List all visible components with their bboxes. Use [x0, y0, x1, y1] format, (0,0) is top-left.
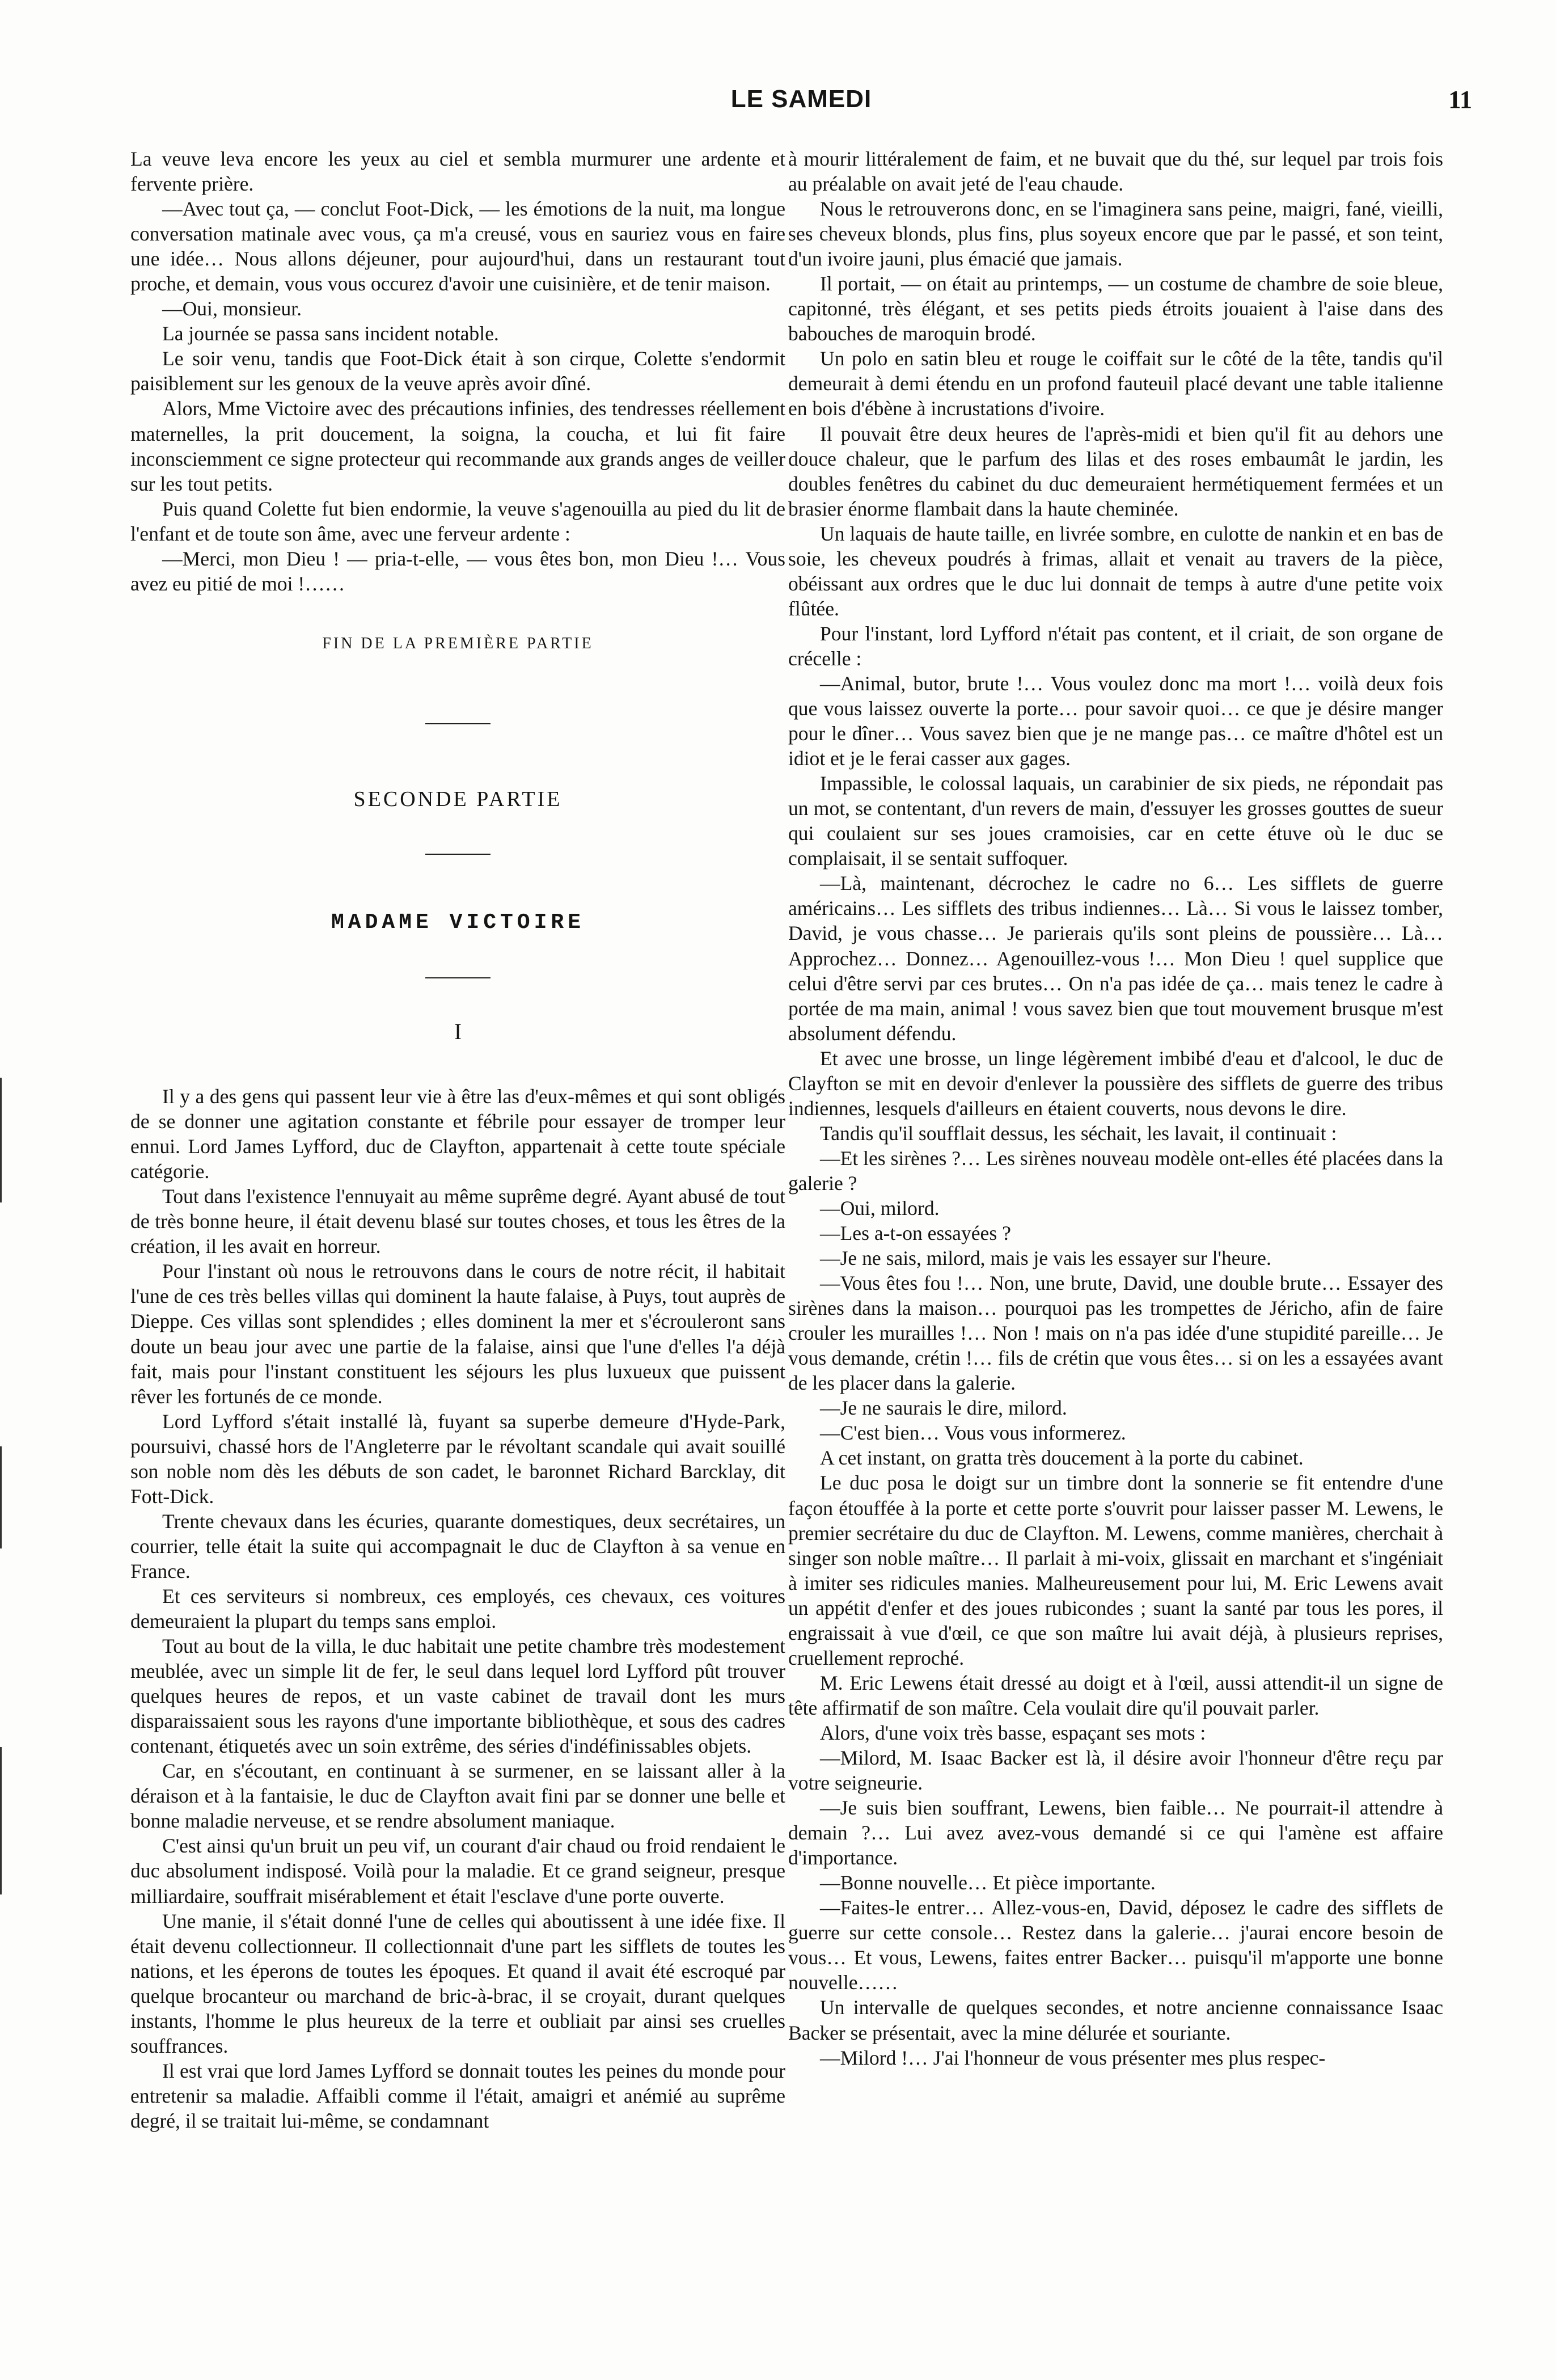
- paragraph: —Milord, M. Isaac Backer est là, il désire avoir l'honneur d'être reçu par votre seigneurie.: [788, 1746, 1443, 1795]
- right-column: [788, 146, 1443, 2347]
- paragraph: La journée se passa sans incident notable.: [162, 322, 499, 345]
- paragraph: Alors, d'une voix très basse, espaçant ses mots :: [820, 1721, 1206, 1744]
- paragraph: Et ces serviteurs si nombreux, ces employés, ces chevaux, ces voitures demeuraient la plupart du temps sans emploi.: [130, 1584, 785, 1633]
- paragraph: M. Eric Lewens était dressé au doigt et à l'œil, aussi attendit-il un signe de tête affirmatif de son maître. Cela voulait dire qu'il pouvait parler.: [788, 1671, 1443, 1719]
- paragraph: —Je suis bien souffrant, Lewens, bien faible… Ne pourrait-il attendre à demain ?… Lui avez avez-vous demandé si ce qui l'amène est affaire d'importance.: [788, 1796, 1443, 1870]
- paragraph: —Avec tout ça, — conclut Foot-Dick, — les émotions de la nuit, ma longue conversation matinale avec vous, ça m'a creusé, vous en sauriez vous en faire une idée… Nous allons déjeuner, pour aujourd'hui, dans un restaurant tout proche, et demain, vous vous occurez d'avoir une cuisinière, et de tenir maison.: [130, 197, 785, 296]
- page-header: [130, 85, 1472, 130]
- paragraph: —C'est bien… Vous vous informerez.: [820, 1421, 1126, 1445]
- part-title: SECONDE PARTIE: [353, 787, 563, 811]
- paragraph: Alors, Mme Victoire avec des précautions infinies, des tendresses réellement maternelles, la prit doucement, la soigna, la coucha, et lui fit faire inconsciemment ce signe protecteur qui recommande aux grands anges de veiller sur les tout petits.: [130, 397, 785, 495]
- paragraph: Un laquais de haute taille, en livrée sombre, en culotte de nankin et en bas de soie, les cheveux poudrés à frimas, allait et venait au travers de la pièce, obéissant aux ordres que le duc lui donnait de temps à autre d'une petite voix flûtée.: [788, 522, 1443, 620]
- divider-rule: [425, 723, 491, 724]
- paragraph: C'est ainsi qu'un bruit un peu vif, un courant d'air chaud ou froid rendaient le duc absolument indisposé. Voilà pour la maladie. Et ce grand seigneur, presque milliardaire, souffrait misérablement et était l'esclave d'une porte ouverte.: [130, 1834, 785, 1908]
- paragraph: Puis quand Colette fut bien endormie, la veuve s'agenouilla au pied du lit de l'enfant et de toute son âme, avec une ferveur ardente :: [130, 497, 785, 545]
- paragraph: Une manie, il s'était donné l'une de celles qui aboutissent à une idée fixe. Il était devenu collectionneur. Il collectionnait d'une part les sifflets de toutes les nations, et les éperons de toutes les époques. Et quand il avait été escroqué par quelque brocanteur ou marchand de bric-à-brac, il se croyait, durant quelques instants, l'homme le plus heureux de la terre et oubliait par ainsi ses cruelles souffrances.: [130, 1909, 785, 2057]
- paragraph: Il portait, — on était au printemps, — un costume de chambre de soie bleue, capitonné, très élégant, et ses petits pieds étroits jouaient à l'aise dans des babouches de maroquin brodé.: [788, 272, 1443, 345]
- paragraph: Et avec une brosse, un linge légèrement imbibé d'eau et d'alcool, le duc de Clayfton se mit en devoir d'enlever la poussière des sifflets de guerre des tribus indiennes, lesquels d'ailleurs en étaient couverts, nous devons le dire.: [788, 1046, 1443, 1120]
- paragraph: Un polo en satin bleu et rouge le coiffait sur le côté de la tête, tandis qu'il demeurait à demi étendu en un profond fauteuil placé devant une table italienne en bois d'ébène à incrustations d'ivoire.: [788, 347, 1443, 420]
- paragraph: Nous le retrouverons donc, en se l'imaginera sans peine, maigri, fané, vieilli, ses cheveux blonds, plus fins, plus soyeux encore que par le passé, et son teint, d'un ivoire jauni, plus émacié que jamais.: [788, 197, 1443, 271]
- page-number: 11: [1448, 86, 1472, 113]
- paragraph: —Les a-t-on essayées ?: [820, 1222, 1011, 1245]
- scan-margin-mark: [0, 1747, 13, 1894]
- paragraph: —Je ne saurais le dire, milord.: [820, 1396, 1067, 1420]
- journal-title: LE SAMEDI: [730, 85, 872, 113]
- paragraph: —Merci, mon Dieu ! — pria-t-elle, — vous êtes bon, mon Dieu !… Vous avez eu pitié de moi !……: [130, 547, 785, 595]
- paragraph: Tout au bout de la villa, le duc habitait une petite chambre très modestement meublée, avec un simple lit de fer, le seul dans lequel lord Lyfford pût trouver quelques heures de repos, et un vaste cabinet de travail dont les murs disparaissaient sous les rayons d'une importante bibliothèque, et sous des cadres contenant, étiquetés avec un soin extrême, des séries d'indéfinissables objets.: [130, 1635, 785, 1758]
- paragraph: Trente chevaux dans les écuries, quarante domestiques, deux secrétaires, un courrier, telle était la suite qui accompagnait le duc de Clayfton à sa venue en France.: [130, 1509, 785, 1583]
- paragraph: —Bonne nouvelle… Et pièce importante.: [820, 1871, 1156, 1894]
- paragraph: La veuve leva encore les yeux au ciel et sembla murmurer une ardente et fervente prière.: [130, 147, 785, 196]
- paragraph: Impassible, le colossal laquais, un carabinier de six pieds, ne répondait pas un mot, se contentant, d'un revers de main, d'essuyer les grosses gouttes de sueur qui coulaient sur ses joues cramoisies, car en cette étuve où le duc se complaisait, il se sentait suffoquer.: [788, 772, 1443, 870]
- paragraph: Un intervalle de quelques secondes, et notre ancienne connaissance Isaac Backer se présentait, avec la mine délurée et souriante.: [788, 1996, 1443, 2044]
- scan-margin-mark: [0, 1446, 13, 1548]
- scan-margin-mark: [0, 1078, 13, 1202]
- paragraph: Il y a des gens qui passent leur vie à être las d'eux-mêmes et qui sont obligés de se donner une agitation constante et fébrile pour essayer de tromper leur ennui. Lord James Lyfford, duc de Clayfton, appartenait à cette toute spéciale catégorie.: [130, 1085, 785, 1183]
- paragraph: Tandis qu'il soufflait dessus, les séchait, les lavait, il continuait :: [820, 1121, 1337, 1145]
- paragraph: —Vous êtes fou !… Non, une brute, David, une double brute… Essayer des sirènes dans la maison… pourquoi pas les trompettes de Jéricho, afin de faire crouler les murailles !… Non ! mais on n'a pas idée d'une stupidité pareille… Je vous demande, crétin !… fils de crétin que vous êtes… si on les a essayées avant de les placer dans la galerie.: [788, 1272, 1443, 1395]
- paragraph: —Milord !… J'ai l'honneur de vous présenter mes plus respec-: [820, 2046, 1326, 2069]
- paragraph: —Là, maintenant, décrochez le cadre no 6… Les sifflets de guerre américains… Les sifflets des tribus indiennes… Là… Si vous le laissez tomber, David, je vous chasse… Je parierais qu'ils sont pleins de poussière… Là… Approchez… Donnez… Agenouillez-vous !… Mon Dieu ! quel supplice que celui d'être servi par ces brutes… On n'a pas idée de ça… mais tenez le cadre à portée de ma main, animal ! vous savez bien que tout mouvement brusque m'est absolument défendu.: [788, 872, 1443, 1045]
- paragraph: Pour l'instant où nous le retrouvons dans le cours de notre récit, il habitait l'une de ces très belles villas qui dominent la haute falaise, à Puys, tout auprès de Dieppe. Ces villas sont splendides ; elles dominent la mer et s'écrouleront sans doute un beau jour avec une partie de la falaise, ainsi que l'une d'elles l'a déjà fait, mais pour l'instant constituent les séjours les plus luxueux que puissent rêver les fortunés de ce monde.: [130, 1260, 785, 1408]
- paragraph: —Oui, milord.: [820, 1196, 940, 1219]
- paragraph: Il pouvait être deux heures de l'après-midi et bien qu'il fit au dehors une douce chaleur, que le parfum des lilas et des roses embaumât le jardin, les doubles fenêtres du cabinet du duc demeuraient hermétiquement fermées et un brasier énorme flambait dans la haute cheminée.: [788, 422, 1443, 520]
- chapter-number: I: [454, 1018, 462, 1044]
- paragraph: Le soir venu, tandis que Foot-Dick était à son cirque, Colette s'endormit paisiblement sur les genoux de la veuve après avoir dîné.: [130, 347, 785, 395]
- book-title: MADAME VICTOIRE: [331, 910, 585, 935]
- paragraph: Pour l'instant, lord Lyfford n'était pas content, et il criait, de son organe de crécelle :: [788, 622, 1443, 670]
- paragraph: Tout dans l'existence l'ennuyait au même suprême degré. Ayant abusé de tout de très bonne heure, il était devenu blasé sur toutes choses, et tous les êtres de la création, il les avait en horreur.: [130, 1185, 785, 1258]
- paragraph: —Je ne sais, milord, mais je vais les essayer sur l'heure.: [820, 1247, 1271, 1270]
- divider-rule: [425, 854, 491, 855]
- paragraph: Le duc posa le doigt sur un timbre dont la sonnerie se fit entendre d'une façon étouffée à la porte et cette porte s'ouvrit pour laisser passer M. Lewens, le premier secrétaire du duc de Clayfton. M. Lewens, comme manières, cherchait à singer son noble maître… Il parlait à mi-voix, glissait en marchant et s'ingéniait à imiter ses ridicules manies. Malheureusement pour lui, M. Eric Lewens avait un appétit d'enfer et des joues rubicondes ; suant la santé par tous les pores, il engraissait à vue d'œil, ce que son maître lui avait déjà, à plusieurs reprises, cruellement reproché.: [788, 1471, 1443, 1669]
- paragraph: Il est vrai que lord James Lyfford se donnait toutes les peines du monde pour entretenir sa maladie. Affaibli comme il l'était, amaigri et anémié au suprême degré, il se traitait lui-même, se condamnant: [130, 2059, 785, 2132]
- paragraph: Lord Lyfford s'était installé là, fuyant sa superbe demeure d'Hyde-Park, poursuivi, chassé hors de l'Angleterre par le révoltant scandale qui avait souillé son noble nom dès les débuts de son cadet, le baronnet Richard Barcklay, dit Fott-Dick.: [130, 1410, 785, 1508]
- end-of-part-label: FIN DE LA PREMIÈRE PARTIE: [322, 634, 594, 652]
- paragraph: —Oui, monsieur.: [162, 297, 302, 320]
- paragraph: —Faites-le entrer… Allez-vous-en, David, déposez le cadre des sifflets de guerre sur cette console… Restez dans la galerie… j'aurai encore besoin de vous… Et vous, Lewens, faites entrer Backer… puisqu'il m'apporte une bonne nouvelle……: [788, 1896, 1443, 1994]
- paragraph: Car, en s'écoutant, en continuant à se surmener, en se laissant aller à la déraison et à la fantaisie, le duc de Clayfton avait fini par se donner une belle et bonne maladie nerveuse, et se rendre absolument maniaque.: [130, 1759, 785, 1833]
- paragraph: —Et les sirènes ?… Les sirènes nouveau modèle ont-elles été placées dans la galerie ?: [788, 1146, 1443, 1195]
- paragraph: A cet instant, on gratta très doucement à la porte du cabinet.: [820, 1446, 1304, 1470]
- divider-rule: [425, 977, 491, 978]
- paragraph: —Animal, butor, brute !… Vous voulez donc ma mort !… voilà deux fois que vous laissez ouverte la porte… pour savoir quoi… ce que je désire manger pour le dîner… Vous savez bien que je ne mange pas… ce maître d'hôtel est un idiot et je le ferai casser aux gages.: [788, 672, 1443, 770]
- paragraph: à mourir littéralement de faim, et ne buvait que du thé, sur lequel par trois fois au préalable on avait jeté de l'eau chaude.: [788, 147, 1443, 196]
- left-column: [130, 146, 785, 2347]
